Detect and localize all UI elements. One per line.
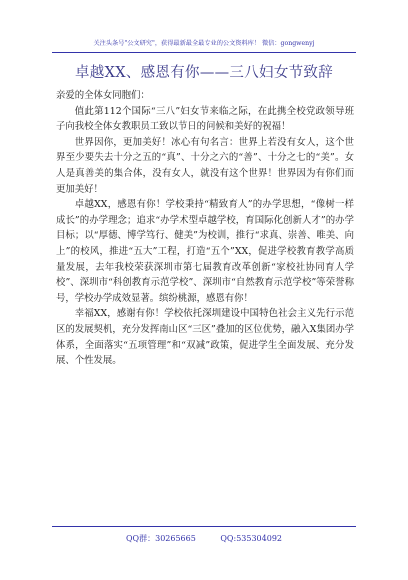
footer-qq-group: QQ群：30265665 xyxy=(125,534,196,543)
header-divider xyxy=(52,52,356,53)
document-body xyxy=(56,88,354,369)
paragraph: 世界因你，更加美好！冰心有句名言：世界上若没有女人，这个世界至少要失去十分之五的“真”、十分之六的“善”、十分之七的“美”。女人是真善美的集合体，没有女人，就没有这个世界！世界因为有你们而更加美好！ xyxy=(56,136,354,195)
header-note: 关注头条号"公文研究"，获得最新最全最专业的公文资料库！ 微信：gongwenyj xyxy=(93,40,315,47)
paragraph: 幸福XX，感谢有你！学校依托深圳建设中国特色社会主义先行示范区的发展契机，充分发挥南山区“三区”叠加的区位优势，融入X集团办学体系，全面落实“五项管理”和“双减”政策，促进学生全面发展、充分发展、个性发展。 xyxy=(56,308,354,367)
greeting: 亲爱的全体女同胞们： xyxy=(56,90,150,101)
footer-divider xyxy=(52,526,356,527)
document-title: 卓越XX、感恩有你——三八妇女节致辞 xyxy=(74,65,334,81)
paragraph: 值此第112个国际“三八”妇女节来临之际，在此携全校党政领导班子向我校全体女教职员工致以节日的问候和美好的祝福！ xyxy=(56,105,354,133)
paragraph: 卓越XX，感恩有你！学校秉持“精致育人”的办学思想，“像树一样成长”的办学理念；追求“办学术型卓越学校，育国际化创新人才”的办学目标；以“厚德、博学笃行、健美”为校训，推行“求真、崇善、唯美、向上”的校风，推进“五大”工程，打造“五个”XX，促进学校教育教学高质量发展，去年我校荣获深圳市第七届教育改革创新“家校社协同育人学校”、深圳市“科创教育示范学校”、深圳市“自然教育示范学校”等荣誉称号，学校办学成效显著。缤纷桃源，感恩有你！ xyxy=(56,199,354,304)
footer-qq: QQ:535304092 xyxy=(220,534,282,543)
footer xyxy=(52,532,356,546)
